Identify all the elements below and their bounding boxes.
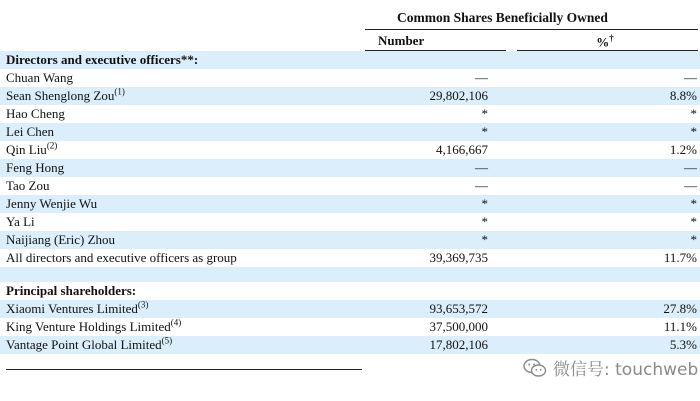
shares-number: 39,369,735 [429,250,488,265]
shares-number: * [481,106,488,121]
table-row [0,87,700,105]
holder-name [6,123,54,141]
shares-percent: * [690,124,697,139]
shares-number: — [475,160,488,175]
table-row [0,195,700,213]
holder-name-text: Ya Li [6,214,35,229]
holder-name-text: Jenny Wenjie Wu [6,196,98,211]
holder-name-text: Sean Shenglong Zou [6,88,115,103]
footnote-ref: (4) [170,317,182,328]
shares-number: 4,166,667 [436,142,488,157]
percent-label: % [596,34,610,50]
table-row [0,159,700,177]
section-header-row [0,282,700,300]
watermark-text: 微信号: touchweb [553,360,699,380]
header-rule [365,29,698,30]
section-header-row [0,51,700,69]
holder-name [6,177,50,195]
column-header-percent [585,33,625,50]
holder-name [6,318,181,336]
shares-percent: * [690,214,697,229]
holder-name-text: Hao Cheng [6,106,65,121]
shares-percent: 8.8% [669,88,697,103]
shares-number: * [481,232,488,247]
shares-percent: * [690,196,697,211]
table-row [0,231,700,249]
column-header-number: Number [378,33,425,48]
holder-name [6,141,57,159]
shares-percent: * [690,106,697,121]
holder-name-text: Naijiang (Eric) Zhou [6,232,116,247]
footnote-rule [6,369,362,370]
table-row [0,300,700,318]
holder-name [6,231,115,249]
shares-percent: * [690,232,697,247]
shares-number: 29,802,106 [429,88,488,103]
spacer-row [0,267,700,282]
holder-name-text: Qin Liu [6,142,47,157]
shares-percent: 27.8% [663,301,697,316]
holder-name [6,336,172,354]
shares-percent: — [684,178,697,193]
footnote-ref: (1) [114,86,125,97]
holder-name [6,105,65,123]
table-row [0,336,700,354]
holder-name-text: All directors and executive officers as group [6,250,237,265]
shares-percent: 1.2% [669,142,697,157]
wechat-icon [523,358,547,378]
holder-name [6,87,125,105]
holder-name-text: Chuan Wang [6,70,73,85]
shares-percent: — [684,160,697,175]
shares-number: 37,500,000 [429,319,488,334]
holder-name-text: Feng Hong [6,160,65,175]
table-row [0,213,700,231]
table-row [0,177,700,195]
shares-number: 17,802,106 [429,337,488,352]
table-header-title: Common Shares Beneficially Owned [397,10,608,25]
shares-number: * [481,124,488,139]
holder-name-text: Tao Zou [6,178,50,193]
table-row [0,123,700,141]
table-row [0,69,700,87]
holder-name [6,159,64,177]
shares-percent: 5.3% [669,337,697,352]
section-title: Directors and executive officers**: [6,52,199,67]
holder-name-text: Xiaomi Ventures Limited [6,301,138,316]
shares-number: * [481,214,488,229]
table-row [0,249,700,267]
shares-number: * [481,196,488,211]
percent-note-mark: † [609,33,614,43]
footnote-ref: (2) [46,140,58,151]
holder-name-text: Vantage Point Global Limited [6,337,162,352]
shares-percent: 11.7% [663,250,697,265]
holder-name [6,69,73,87]
table-row [0,318,700,336]
shares-percent: 11.1% [663,319,697,334]
holder-name-text: King Venture Holdings Limited [6,319,171,334]
shares-number: — [475,70,488,85]
table-row [0,141,700,159]
shares-number: 93,653,572 [429,301,488,316]
holder-name-text: Lei Chen [6,124,55,139]
footnote-ref: (3) [137,299,149,310]
holder-name [6,300,148,318]
holder-name [6,195,97,213]
footnote-ref: (5) [161,335,173,346]
ownership-table [0,51,700,354]
table-row [0,105,700,123]
shares-percent: — [684,70,697,85]
section-title: Principal shareholders: [6,283,137,298]
holder-name [6,249,237,267]
watermark [523,355,698,380]
holder-name [6,213,35,231]
shares-number: — [475,178,488,193]
